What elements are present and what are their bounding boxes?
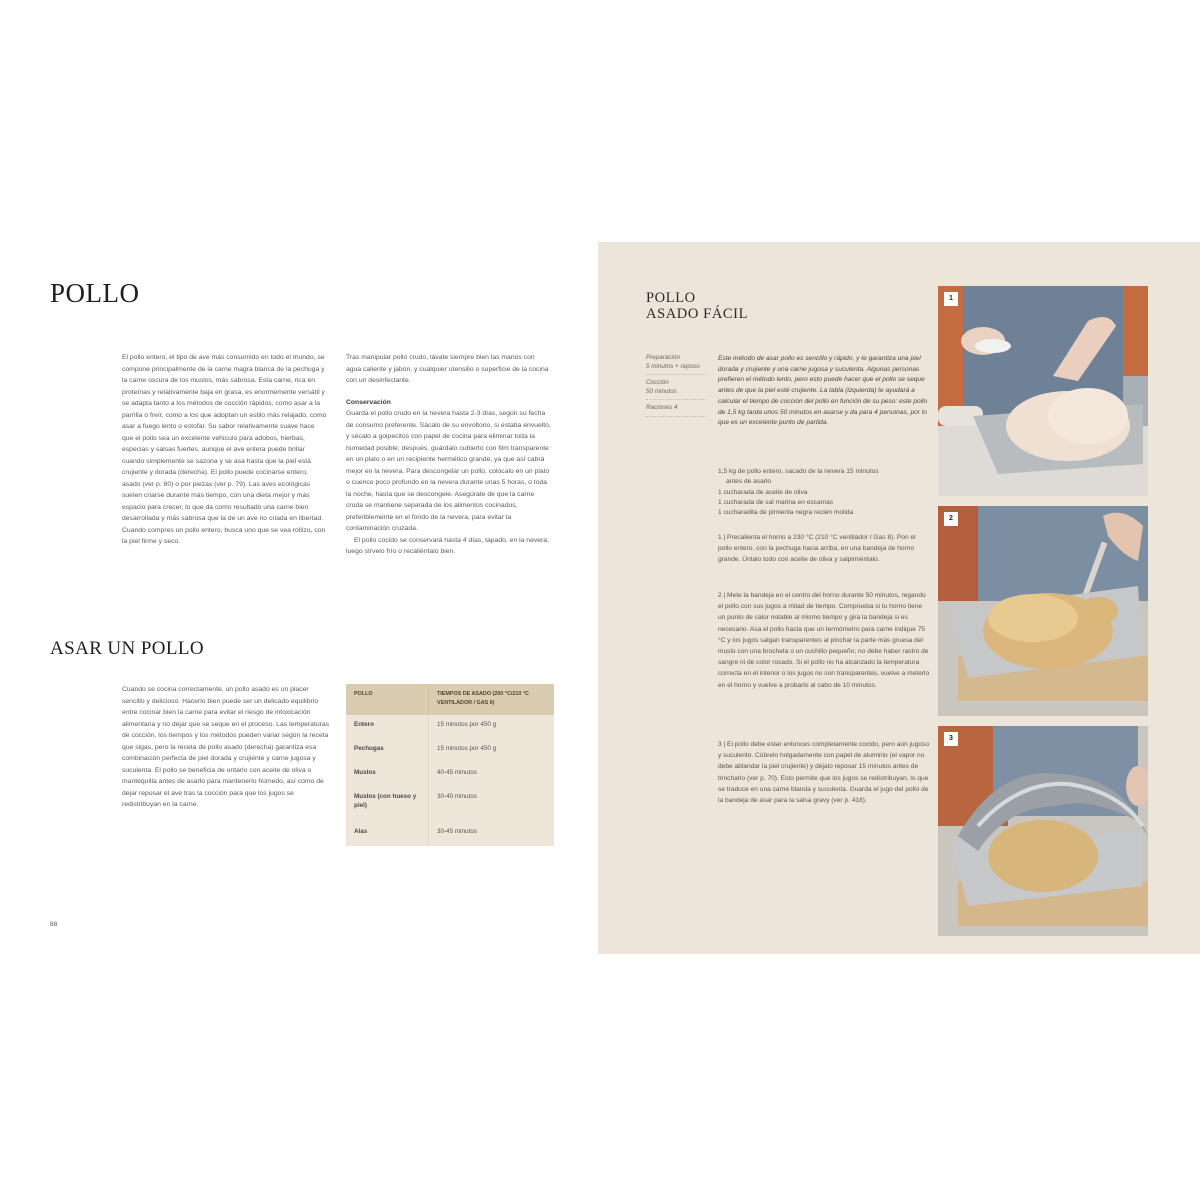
meta-preparation bbox=[646, 354, 706, 375]
table-cell-cut: Alas bbox=[346, 822, 429, 846]
handling-paragraph: Tras manipular pollo crudo, lávate siempre bien las manos con agua caliente y jabón, y cualquier utensilio o superficie de la cocina con un desinfectante. bbox=[346, 354, 549, 384]
raw-chicken-image bbox=[938, 286, 1148, 496]
ingredient-item bbox=[718, 498, 933, 508]
meta-label: Preparación bbox=[646, 354, 680, 361]
ingredient-text: 1 cucharada de sal marina en escamas bbox=[718, 498, 834, 506]
table-cell-time: 15 minutos por 450 g bbox=[437, 744, 497, 752]
conservation-paragraph: Guarda el pollo crudo en la nevera hasta 2-3 días, según su fecha de consumo preferente. Sácalo de su envoltorio, si estaba envuelto, y sécalo a golpecitos con papel de cocina para eliminar toda la humedad posible; después, guárdalo cubierto con film transparente en un plato o en un recipiente hermético grande, ya que así cabrá mejor en la nevera. Para descongelar un pollo, colócalo en un plato o cuenco poco profundo en la nevera durante unas 5 horas, o toda la noche, hasta que se descongele. Asegúrate de que la carne cruda se mantiene separada de los alimentos cocinados, preferiblemente en el fondo de la nevera, para evitar la contaminación cruzada. bbox=[346, 410, 551, 532]
ingredient-text: 1,5 kg de pollo entero, sacado de la nevera 15 minutos bbox=[718, 468, 879, 475]
conservation-heading: Conservación bbox=[346, 398, 391, 406]
step-photo-1 bbox=[938, 286, 1148, 496]
roast-column bbox=[122, 684, 332, 811]
meta-label: Cocción bbox=[646, 379, 669, 387]
right-page bbox=[598, 242, 1200, 954]
meta-cooking bbox=[646, 379, 706, 400]
ingredient-text: 1 cucharada de aceite de oliva bbox=[718, 488, 808, 496]
step-3: 3 | El pollo debe estar entonces completamente cocido, pero aún jugoso y suculento. Cúbrelo holgadamente con papel de aluminio (el vapor no debe ablandar la piel crujiente) y déjalo reposar 15 minutos antes de trincharlo (ver p. 70). Esto permite que los jugos se redistribuyan, lo que se traduce en una carne blanda y suculenta. Guarda el jugo del pollo de la bandeja de asar para la salsa gravy (ver p. 418). bbox=[718, 741, 930, 805]
recipe-intro: Este método de asar pollo es sencillo y rápido, y te garantiza una piel dorada y crujiente y una carne jugosa y suculenta. Algunas personas prefieren el método lento, pero esto puede hacer que el pollo se seque antes de que la piel esté crujiente. La tabla (izquierda) te ayudará a calcular el tiempo de cocción del pollo en función de su peso: este pollo de 1,5 kg tarda unos 50 minutos en asarse y da para 4 personas, por lo que es un excelente punto de partida. bbox=[718, 355, 928, 427]
table-row bbox=[346, 822, 554, 846]
cooked-paragraph: El pollo cocido se conservará hasta 4 días, tapado, en la nevera; luego sírvelo frío o recaliéntalo bien. bbox=[346, 536, 549, 555]
roasting-chicken-image bbox=[938, 506, 1148, 716]
page-title: POLLO bbox=[50, 278, 140, 308]
recipe-title-line2: ASADO FÁCIL bbox=[646, 306, 749, 322]
recipe-title-line1: POLLO bbox=[646, 290, 696, 306]
table-row bbox=[346, 787, 554, 822]
step-1: 1 | Precalienta el horno a 230 °C (210 °C ventilador / Gas 8). Pon el pollo entero, con la pechuga hacia arriba, en una bandeja de horno grande. Úntalo todo con aceite de oliva y salpimiéntalo. bbox=[718, 534, 916, 564]
page-number: 88 bbox=[50, 921, 58, 928]
step-photo-2 bbox=[938, 506, 1148, 716]
foil-covered-chicken-image bbox=[938, 726, 1148, 936]
intro-paragraph: El pollo entero, el tipo de ave más consumido en todo el mundo, se compone principalmente de la carne magra blanca de la pechuga y la carne oscura de los muslos, más sabrosa. Esta carne, rica en proteínas y relativamente baja en grasa, es enormemente versátil y se adapta tanto a los métodos de cocción rápidos, como asar a la parrilla o freír, como a los que adoptan un estilo más relajado, como asar a fuego lento o estofar. Su sabor relativamente suave hace que el pollo sea un excelente vehículo para adobos, hierbas, especias y salsas fuertes, aunque el ave entera puede brillar cuando simplemente se sazona y se asa hasta que la piel está crujiente y dorada (derecha). El pollo puede cocinarse entero, asado (ver p. 80) o por piezas (ver p. 79). Las aves ecológicas suelen criarse durante más tiempo, con una dieta mejor y más espacio para crecer, lo que da como resultado una carne bien desarrollada y más sabrosa que la de un ave no criada en libertad. Cuando compres un pollo entero, busca uno que se vea rollizo, con la piel firme y seco. bbox=[122, 354, 327, 545]
roast-paragraph: Cuando se cocina correctamente, un pollo asado es un placer sencillo y delicioso. Hacerlo bien puede ser un delicado equilibrio entre cocinar bien la carne para evitar el riesgo de intoxicación alimentaria y no dejar que se seque en el proceso. Las temperaturas de cocción, los tiempos y los métodos pueden variar según la receta que sigas, pero la receta de pollo asado (derecha) garantiza esa combinación perfecta de piel dorada y crujiente y carne jugosa y suculenta. El pollo se beneficia de untarlo con aceite de oliva o mantequilla antes de asarlo para mantenerlo húmedo, así como de dejar reposar el ave tras la cocción para que los jugos se redistribuyan en la carne. bbox=[122, 686, 330, 808]
step-2: 2 | Mete la bandeja en el centro del horno durante 50 minutos, regando el pollo con sus jugos a mitad de tiempo. Comprueba si tu horno tiene un punto de calor notable al mismo tiempo y gira la bandeja si es necesario. Asa el pollo hasta que un termómetro para carne indique 75 °C y los jugos salgan transparentes al pinchar la parte más gruesa del muslo con una brocheta o un cuchillo pequeño; no debe haber rastro de sangre ni de color rosado. Si el pollo no ha alcanzado la temperatura correcta en el interior o los jugos no son transparentes, vuelve a meterlo en el horno y vuelve a probarlo al cabo de 10 minutos. bbox=[718, 592, 930, 689]
table-cell-time: 15 minutos por 450 g bbox=[437, 721, 497, 728]
table-cell-time: 30-45 minutos bbox=[437, 828, 477, 836]
ingredients-list bbox=[718, 467, 933, 518]
step-badge-1: 1 bbox=[944, 292, 958, 306]
table-header-cut: POLLO bbox=[346, 684, 429, 715]
storage-column bbox=[346, 352, 551, 558]
ingredient-continuation: antes de asarlo bbox=[726, 478, 772, 486]
meta-value: 5 minutos + reposo bbox=[646, 362, 700, 370]
table-header-time: TIEMPOS DE ASADO (200 °C/210 °C VENTILADOR / GAS 6) bbox=[429, 684, 555, 715]
table-row bbox=[346, 763, 554, 787]
table-cell-cut: Muslos (con hueso y piel) bbox=[346, 787, 429, 822]
roasting-times-table bbox=[346, 684, 554, 846]
recipe-meta bbox=[646, 354, 706, 421]
meta-label: Raciones 4 bbox=[646, 404, 678, 412]
ingredient-text: 1 cucharadita de pimienta negra recién molida bbox=[718, 509, 854, 517]
table-row bbox=[346, 715, 554, 739]
section-title: ASAR UN POLLO bbox=[50, 638, 205, 659]
meta-value: 50 minutos bbox=[646, 387, 677, 395]
table-header-row bbox=[346, 684, 554, 715]
ingredient-item bbox=[718, 467, 933, 488]
recipe-title bbox=[646, 290, 748, 322]
table-cell-cut: Entero bbox=[346, 715, 429, 739]
table-cell-time: 30-40 minutos bbox=[437, 792, 477, 800]
step-badge-3: 3 bbox=[944, 732, 958, 746]
intro-column bbox=[122, 352, 327, 548]
table-cell-cut: Pechugas bbox=[346, 739, 429, 763]
meta-servings bbox=[646, 404, 706, 417]
table-row bbox=[346, 739, 554, 763]
ingredient-item bbox=[718, 508, 933, 518]
ingredient-item bbox=[718, 488, 933, 498]
table-cell-time: 40-45 minutos bbox=[437, 768, 477, 776]
table-cell-cut: Muslos bbox=[346, 763, 429, 787]
step-badge-2: 2 bbox=[944, 512, 958, 526]
step-photo-3 bbox=[938, 726, 1148, 936]
